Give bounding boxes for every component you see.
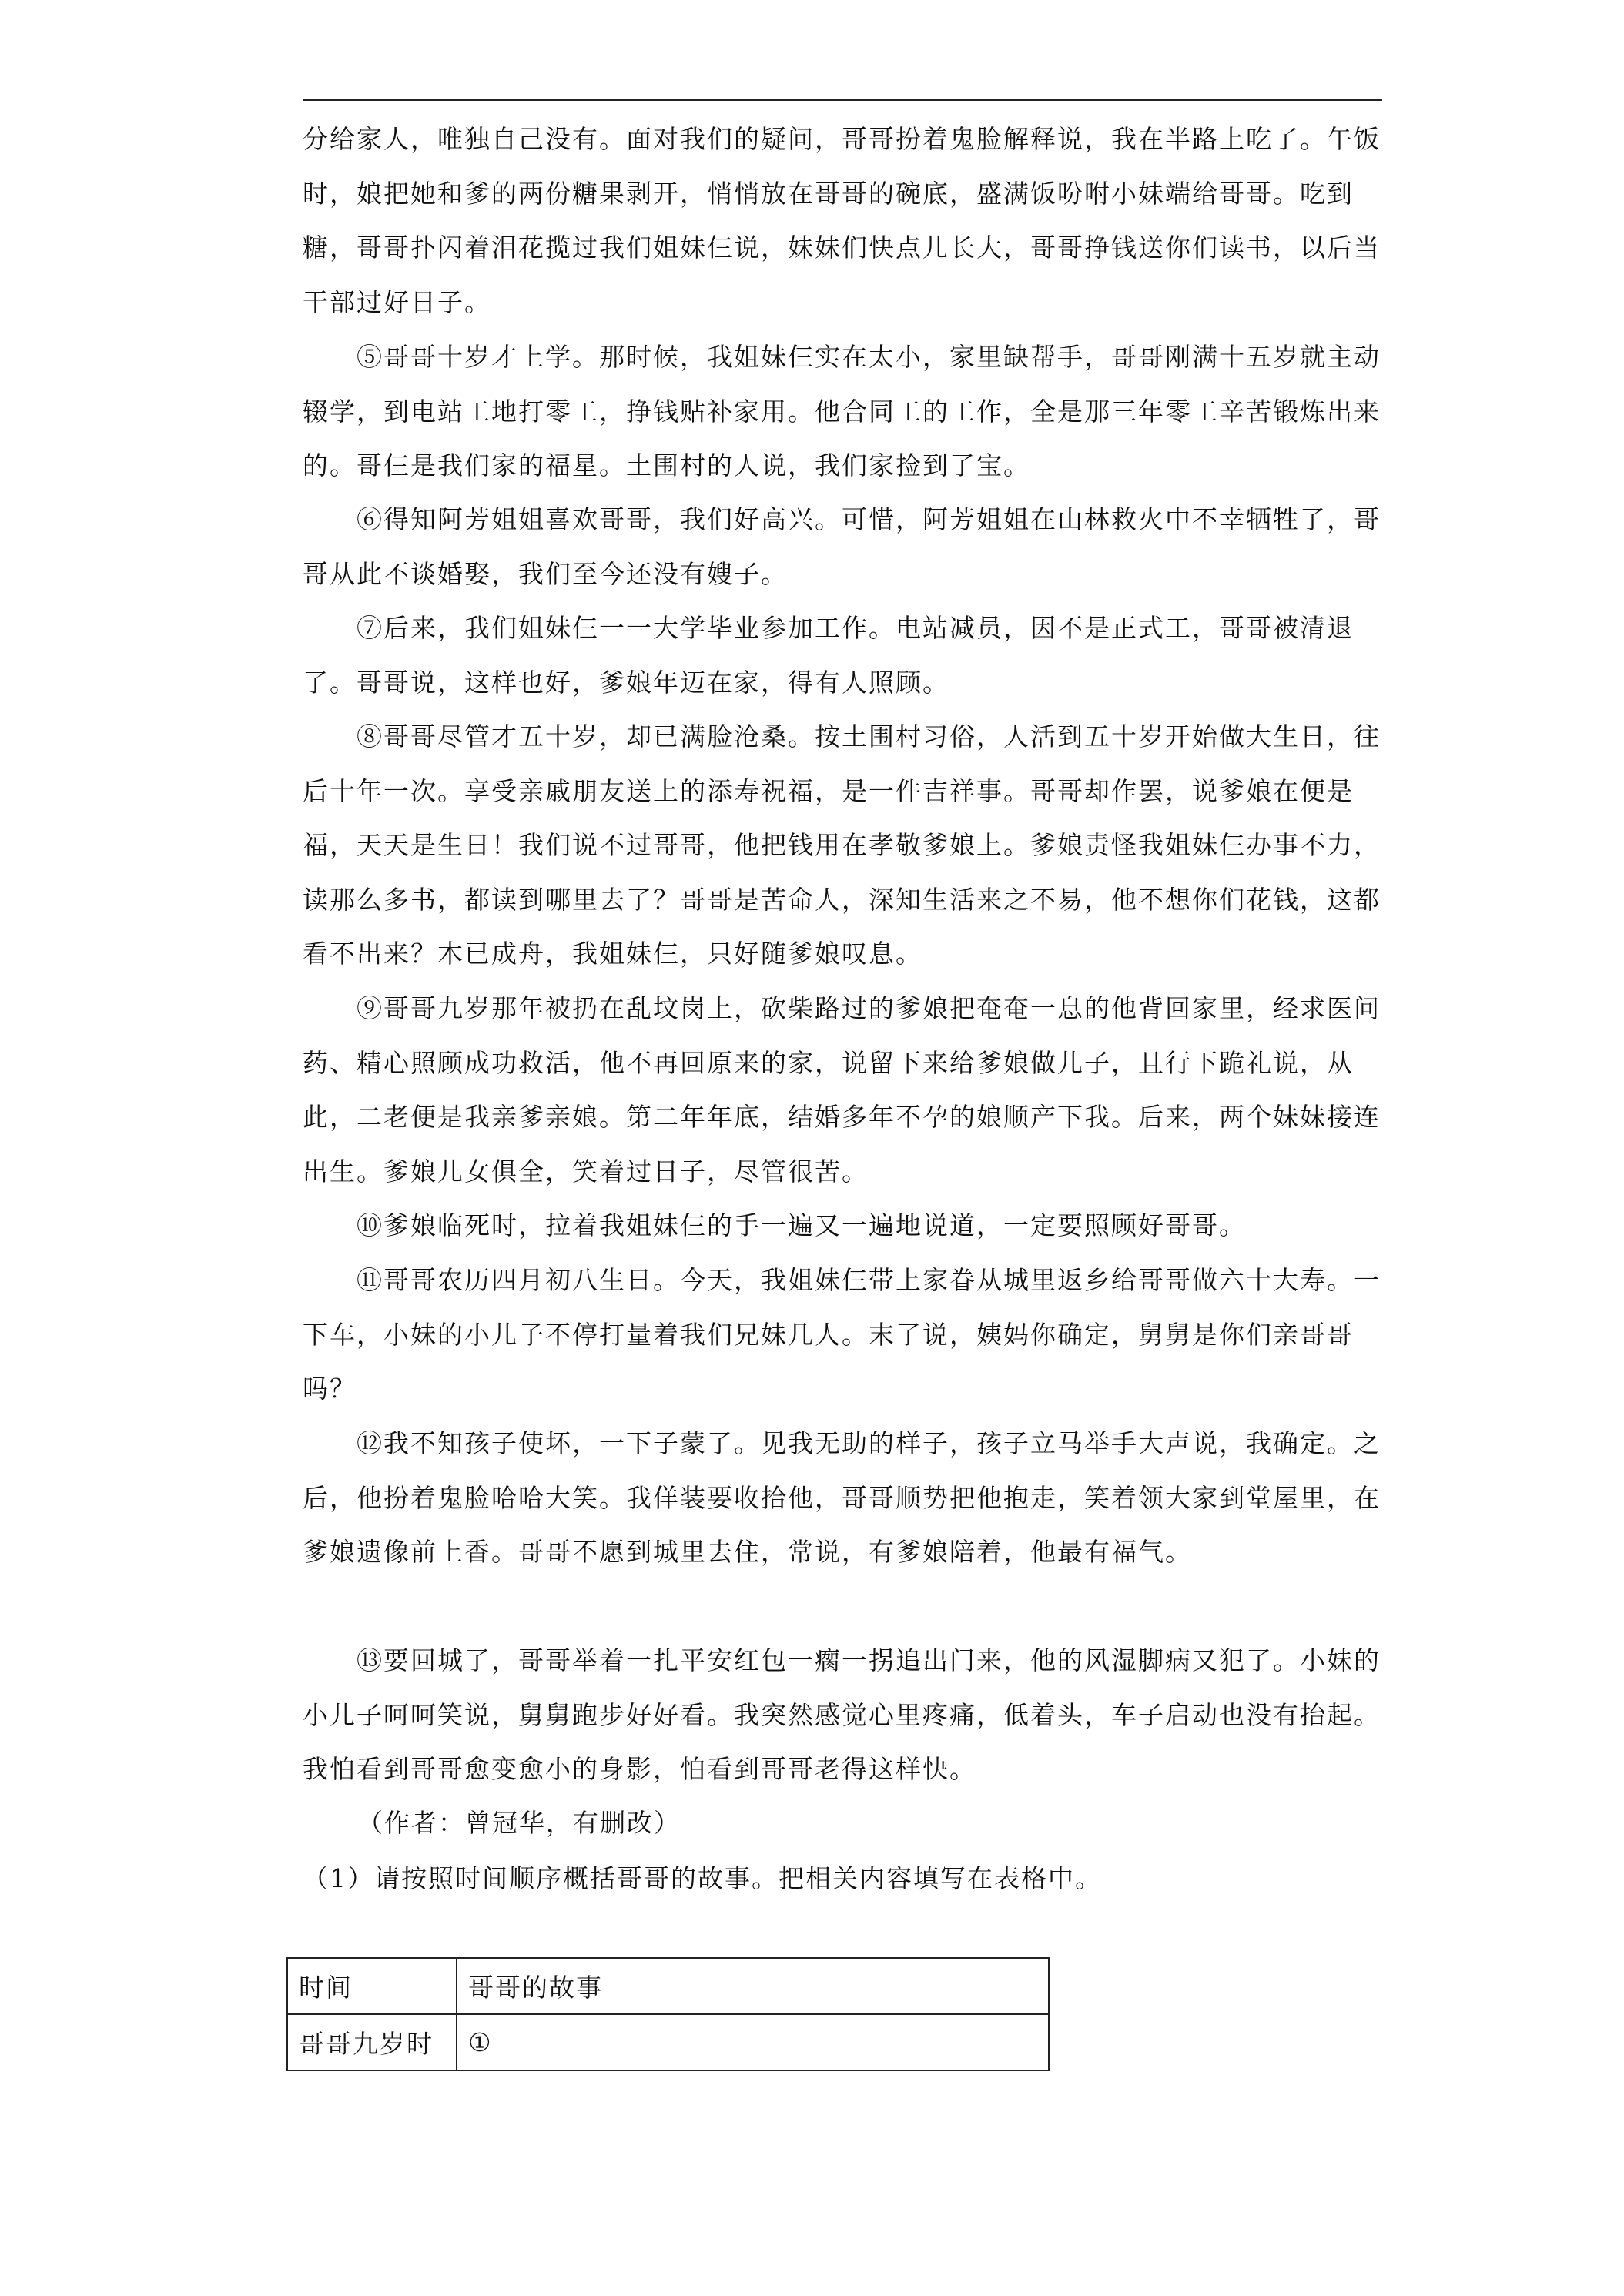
question-1: （1）请按照时间顺序概括哥哥的故事。把相关内容填写在表格中。 <box>303 1863 1102 1893</box>
table-header-story: 哥哥的故事 <box>457 1958 1049 2014</box>
table-cell-story[interactable]: ① <box>457 2014 1049 2070</box>
table-header-time: 时间 <box>287 1958 457 2014</box>
author-note: （作者：曾冠华，有删改） <box>357 1808 681 1838</box>
table-header-row <box>287 1958 1049 2014</box>
paragraph-11: ⑪哥哥农历四月初八生日。今天，我姐妹仨带上家眷从城里返乡给哥哥做六十大寿。一下车，小妹的小儿子不停打量着我们兄妹几人。末了说，姨妈你确定，舅舅是你们亲哥哥吗？ <box>303 1265 1381 1404</box>
table-cell-time: 哥哥九岁时 <box>287 2014 457 2070</box>
paragraph-13: ⑬要回城了，哥哥举着一扎平安红包一瘸一拐追出门来，他的风湿脚病又犯了。小妹的小儿子呵呵笑说，舅舅跑步好好看。我突然感觉心里疼痛，低着头，车子启动也没有抬起。我怕看到哥哥愈变愈小的身影，怕看到哥哥老得这样快。 <box>303 1645 1381 1784</box>
paragraph-7: ⑦后来，我们姐妹仨一一大学毕业参加工作。电站减员，因不是正式工，哥哥被清退了。哥哥说，这样也好，爹娘年迈在家，得有人照顾。 <box>303 613 1354 698</box>
paragraph-4-tail: 分给家人，唯独自己没有。面对我们的疑问，哥哥扮着鬼脸解释说，我在半路上吃了。午饭时，娘把她和爹的两份糖果剥开，悄悄放在哥哥的碗底，盛满饭吩咐小妹端给哥哥。吃到糖，哥哥扑闪着泪花揽过我们姐妹仨说，妹妹们快点儿长大，哥哥挣钱送你们读书，以后当干部过好日子。 <box>303 124 1381 317</box>
table-row <box>287 2014 1049 2070</box>
paragraph-5: ⑤哥哥十岁才上学。那时候，我姐妹仨实在太小，家里缺帮手，哥哥刚满十五岁就主动辍学，到电站工地打零工，挣钱贴补家用。他合同工的工作，全是那三年零工辛苦锻炼出来的。哥仨是我们家的福星。土围村的人说，我们家捡到了宝。 <box>303 342 1381 480</box>
paragraph-8: ⑧哥哥尽管才五十岁，却已满脸沧桑。按土围村习俗，人活到五十岁开始做大生日，往后十年一次。享受亲戚朋友送上的添寿祝福，是一件吉祥事。哥哥却作罢，说爹娘在便是福，天天是生日！我们说不过哥哥，他把钱用在孝敬爹娘上。爹娘责怪我姐妹仨办事不力，读那么多书，都读到哪里去了？哥哥是苦命人，深知生活来之不易，他不想你们花钱，这都看不出来？木已成舟，我姐妹仨，只好随爹娘叹息。 <box>303 721 1381 969</box>
paragraph-9: ⑨哥哥九岁那年被扔在乱坟岗上，砍柴路过的爹娘把奄奄一息的他背回家里，经求医问药、精心照顾成功救活，他不再回原来的家，说留下来给爹娘做儿子，且行下跪礼说，从此，二老便是我亲爹亲娘。第二年年底，结婚多年不孕的娘顺产下我。后来，两个妹妹接连出生。爹娘儿女俱全，笑着过日子，尽管很苦。 <box>303 993 1381 1186</box>
top-rule <box>303 99 1382 101</box>
story-table <box>286 1957 1050 2071</box>
paragraph-6: ⑥得知阿芳姐姐喜欢哥哥，我们好高兴。可惜，阿芳姐姐在山林救火中不幸牺牲了，哥哥从此不谈婚娶，我们至今还没有嫂子。 <box>303 504 1381 589</box>
paragraph-10: ⑩爹娘临死时，拉着我姐妹仨的手一遍又一遍地说道，一定要照顾好哥哥。 <box>303 1210 1246 1240</box>
paragraph-12: ⑫我不知孩子使坏，一下子蒙了。见我无助的样子，孩子立马举手大声说，我确定。之后，他扮着鬼脸哈哈大笑。我佯装要收拾他，哥哥顺势把他抱走，笑着领大家到堂屋里，在爹娘遗像前上香。哥哥不愿到城里去住，常说，有爹娘陪着，他最有福气。 <box>303 1428 1381 1567</box>
